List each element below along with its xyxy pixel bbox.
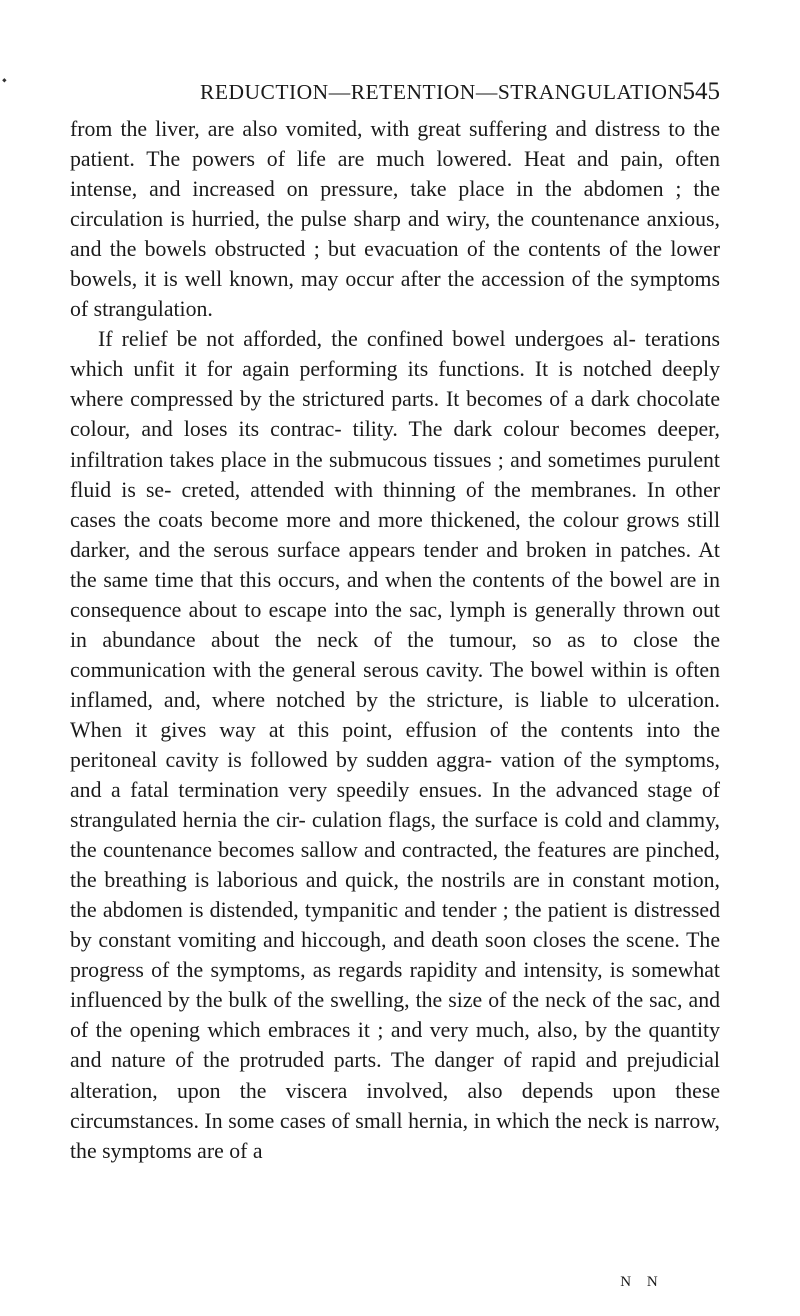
paragraph-continuation: from the liver, are also vomited, with great suffering and distress to the patient. The powers of life are much lowered. Heat and pain, often intense, and increased on pressure, take place in the abdomen ; the circulation is hurried, the pulse sharp and wiry, the countenance anxious, and the bowels obstructed ; but evacuation of the contents of the lower bowels, it is well known, may occur after the accession of the symptoms of strangulation.: [70, 117, 720, 322]
signature-mark: N N: [620, 1274, 664, 1290]
body-text: [70, 114, 720, 1166]
running-header: [200, 80, 720, 110]
running-head-title: REDUCTION—RETENTION—STRANGULATION.: [200, 80, 690, 104]
paragraph-relief: If relief be not afforded, the confined bowel undergoes al- terations which unfit it for again performing its functions. It is notched deeply where compressed by the strictured parts. It becomes of a dark chocolate colour, and loses its contrac- tility. The dark colour becomes deeper, infiltration takes place in the submucous tissues ; and sometimes purulent fluid is se- creted, attended with thinning of the membranes. In other cases the coats become more and more thickened, the colour grows still darker, and the serous surface appears tender and broken in patches. At the same time that this occurs, and when the contents of the bowel are in consequence about to escape into the sac, lymph is generally thrown out in abundance about the neck of the tumour, so as to close the communication with the general serous cavity. The bowel within is often inflamed, and, where notched by the stricture, is liable to ulceration. When it gives way at this point, effusion of the contents into the peritoneal cavity is followed by sudden aggra- vation of the symptoms, and a fatal termination very speedily ensues. In the advanced stage of strangulated hernia the cir- culation flags, the surface is cold and clammy, the countenance becomes sallow and contracted, the features are pinched, the breathing is laborious and quick, the nostrils are in constant motion, the abdomen is distended, tympanitic and tender ; the patient is distressed by constant vomiting and hiccough, and death soon closes the scene. The progress of the symptoms, as regards rapidity and intensity, is somewhat influenced by the bulk of the swelling, the size of the neck of the sac, and of the opening which embraces it ; and very much, also, by the quantity and nature of the protruded parts. The danger of rapid and prejudicial alteration, upon the viscera involved, also depends upon these circumstances. In some cases of small hernia, in which the neck is narrow, the symptoms are of a: [70, 327, 720, 1163]
page-number: 545: [682, 78, 720, 105]
margin-mark: ⬩: [2, 72, 7, 87]
